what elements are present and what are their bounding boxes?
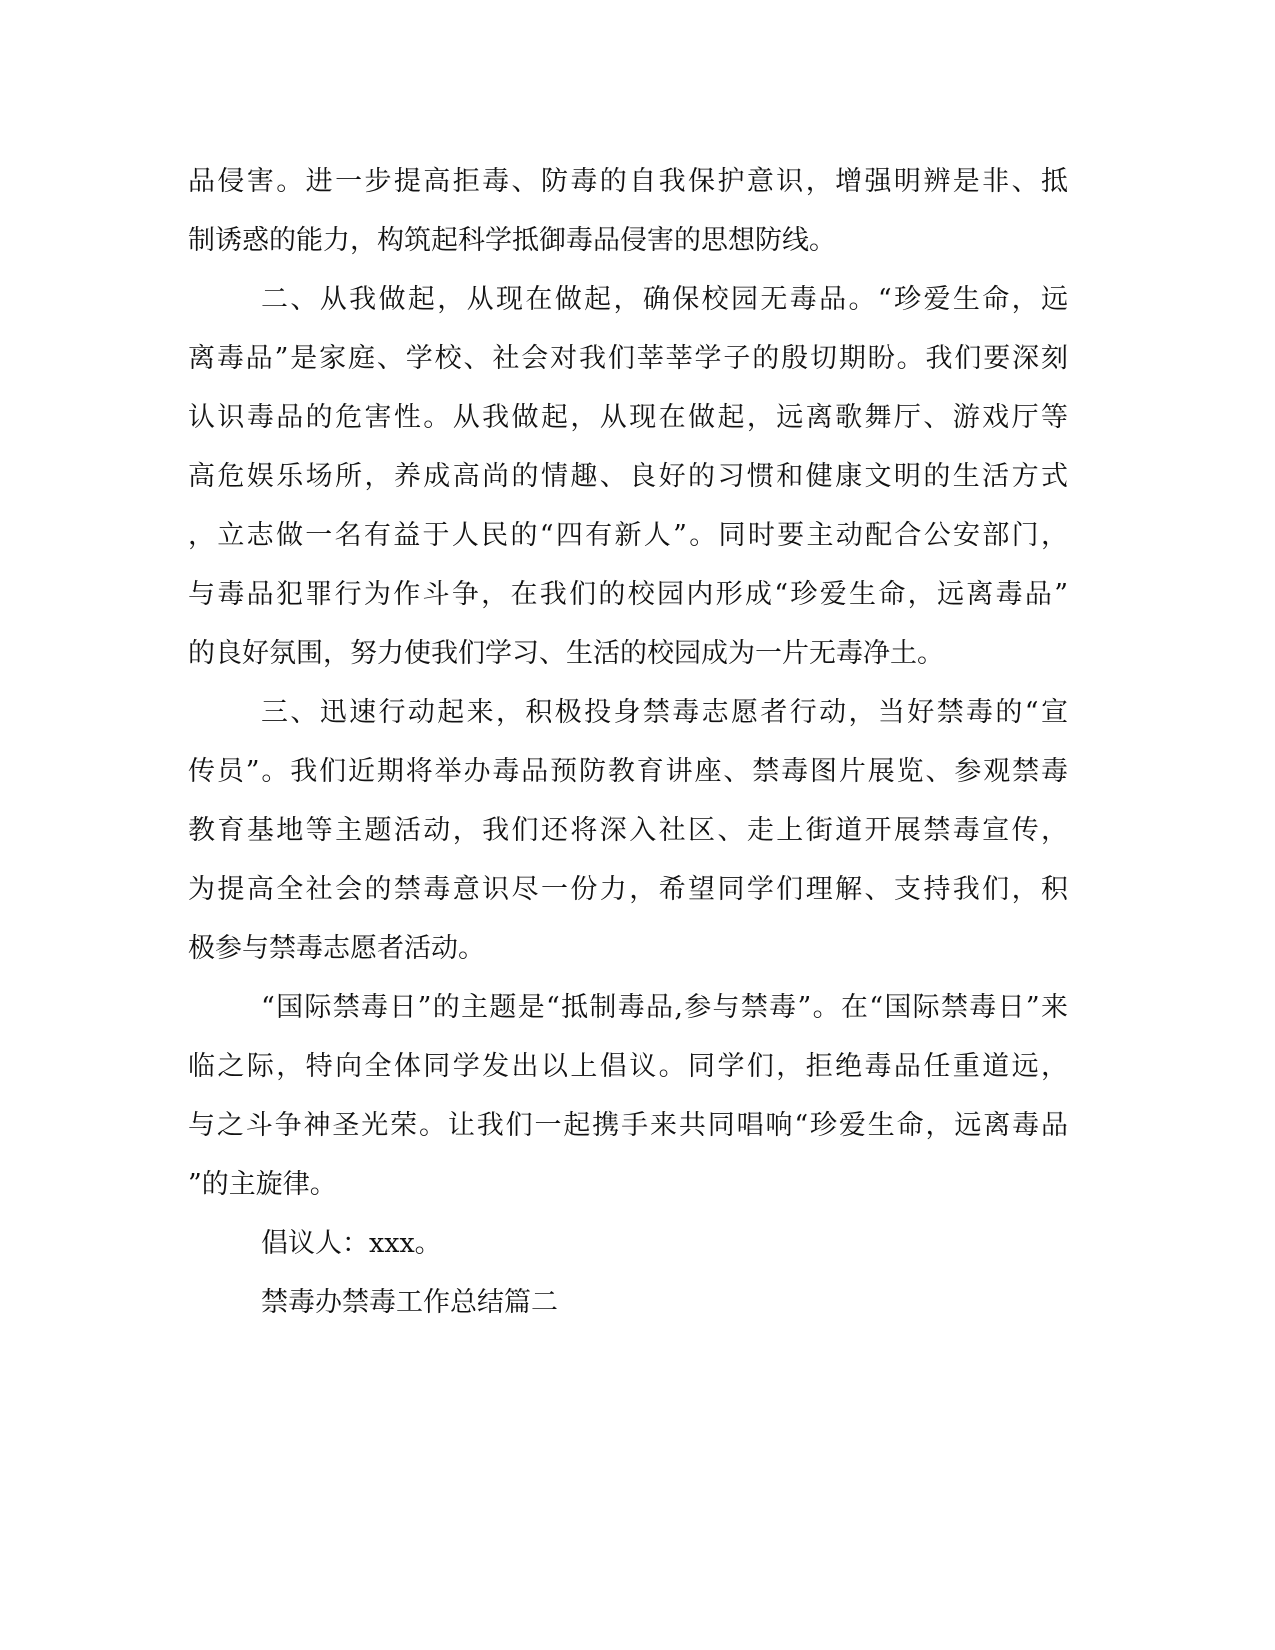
text-line: 临之际，特向全体同学发出以上倡议。同学们，拒绝毒品任重道远， <box>188 1051 1068 1082</box>
text-line: 的良好氛围，努力使我们学习、生活的校园成为一片无毒净土。 <box>188 638 944 669</box>
paragraph-first-line: 三、迅速行动起来，积极投身禁毒志愿者行动，当好禁毒的“宣 <box>261 697 1068 728</box>
text-line: 离毒品”是家庭、学校、社会对我们莘莘学子的殷切期盼。我们要深刻 <box>188 343 1068 374</box>
text-line: 传员”。我们近期将举办毒品预防教育讲座、禁毒图片展览、参观禁毒 <box>188 756 1068 787</box>
text-line: 教育基地等主题活动，我们还将深入社区、走上街道开展禁毒宣传， <box>188 815 1068 846</box>
text-line: 制诱惑的能力，构筑起科学抵御毒品侵害的思想防线。 <box>188 225 836 256</box>
text-line: 与毒品犯罪行为作斗争，在我们的校园内形成“珍爱生命，远离毒品” <box>188 579 1068 610</box>
text-line: 认识毒品的危害性。从我做起，从现在做起，远离歌舞厅、游戏厅等 <box>188 402 1068 433</box>
text-line: ，立志做一名有益于人民的“四有新人”。同时要主动配合公安部门， <box>188 520 1068 551</box>
text-line: 与之斗争神圣光荣。让我们一起携手来共同唱响“珍爱生命，远离毒品 <box>188 1110 1068 1141</box>
proposer-line: 倡议人：xxx。 <box>261 1228 442 1259</box>
text-line: 为提高全社会的禁毒意识尽一份力，希望同学们理解、支持我们，积 <box>188 874 1068 905</box>
text-line: ”的主旋律。 <box>188 1169 337 1200</box>
paragraph-first-line: “国际禁毒日”的主题是“抵制毒品,参与禁毒”。在“国际禁毒日”来 <box>261 992 1068 1023</box>
text-line: 高危娱乐场所，养成高尚的情趣、良好的习惯和健康文明的生活方式 <box>188 461 1068 492</box>
section-heading: 禁毒办禁毒工作总结篇二 <box>261 1287 558 1318</box>
text-line: 品侵害。进一步提高拒毒、防毒的自我保护意识，增强明辨是非、抵 <box>188 166 1068 197</box>
paragraph-first-line: 二、从我做起，从现在做起，确保校园无毒品。“珍爱生命，远 <box>261 284 1068 315</box>
text-line: 极参与禁毒志愿者活动。 <box>188 933 485 964</box>
